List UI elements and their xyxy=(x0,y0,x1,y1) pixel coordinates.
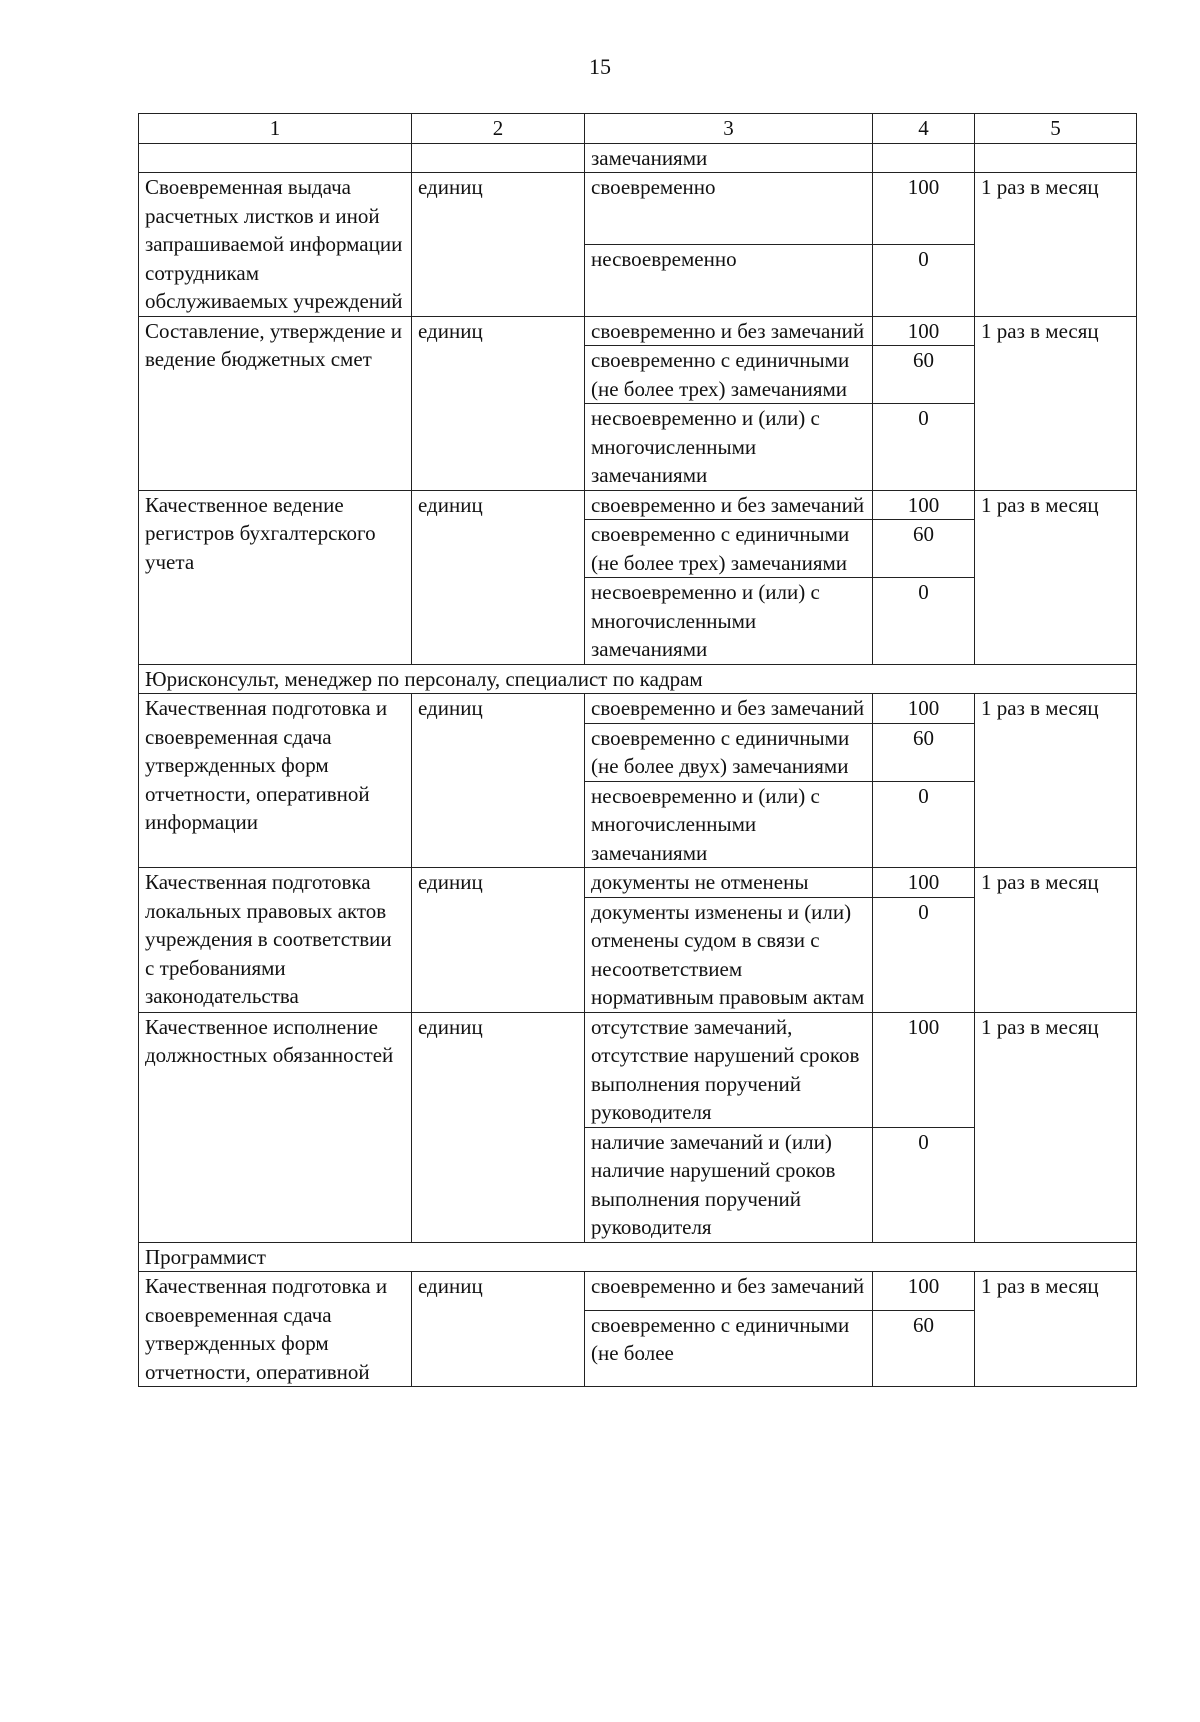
criterion-cell: своевременно с единичными (не более двух) замечаниями xyxy=(585,723,873,781)
criterion-cell: своевременно с единичными (не более трех) замечаниями xyxy=(585,520,873,578)
empty-cell xyxy=(975,143,1137,173)
frequency-cell: 1 раз в месяц xyxy=(975,490,1137,664)
page-number: 15 xyxy=(589,54,611,79)
section-title: Программист xyxy=(139,1242,1137,1272)
frequency-cell: 1 раз в месяц xyxy=(975,173,1137,317)
value-cell: 0 xyxy=(873,781,975,868)
indicator-cell: Составление, утверждение и ведение бюджетных смет xyxy=(139,316,412,490)
indicator-cell: Качественная подготовка локальных правовых актов учреждения в соответствии с требованиями законодательства xyxy=(139,868,412,1013)
table-row xyxy=(139,173,1137,245)
criterion-cell: своевременно и без замечаний xyxy=(585,316,873,346)
criterion-cell: несвоевременно и (или) с многочисленными замечаниями xyxy=(585,404,873,491)
continuation-row xyxy=(139,143,1137,173)
header-row xyxy=(139,114,1137,144)
value-cell: 100 xyxy=(873,868,975,898)
header-cell: 2 xyxy=(412,114,585,144)
criterion-cell: несвоевременно и (или) с многочисленными замечаниями xyxy=(585,578,873,665)
frequency-cell: 1 раз в месяц xyxy=(975,316,1137,490)
criterion-cell: своевременно и без замечаний xyxy=(585,1272,873,1311)
indicator-cell: Качественная подготовка и своевременная сдача утвержденных форм отчетности, оперативной информации xyxy=(139,694,412,868)
indicator-cell: Качественное ведение регистров бухгалтерского учета xyxy=(139,490,412,664)
indicator-cell: Качественная подготовка и своевременная сдача утвержденных форм отчетности, оперативной xyxy=(139,1272,412,1387)
criterion-cell: своевременно и без замечаний xyxy=(585,490,873,520)
criterion-cell: отсутствие замечаний, отсутствие нарушений сроков выполнения поручений руководителя xyxy=(585,1012,873,1127)
value-cell: 100 xyxy=(873,316,975,346)
table-row xyxy=(139,868,1137,898)
value-cell: 60 xyxy=(873,723,975,781)
header-cell: 4 xyxy=(873,114,975,144)
unit-cell: единиц xyxy=(412,173,585,317)
unit-cell: единиц xyxy=(412,868,585,1013)
frequency-cell: 1 раз в месяц xyxy=(975,694,1137,868)
section-row xyxy=(139,1242,1137,1272)
table-row xyxy=(139,490,1137,520)
unit-cell: единиц xyxy=(412,490,585,664)
value-cell: 60 xyxy=(873,346,975,404)
criterion-cell: несвоевременно xyxy=(585,244,873,316)
criterion-cell: своевременно с единичными (не более трех) замечаниями xyxy=(585,346,873,404)
table-row xyxy=(139,1012,1137,1127)
criterion-cell: документы изменены и (или) отменены судом в связи с несоответствием нормативным правовым актам xyxy=(585,897,873,1012)
value-cell: 100 xyxy=(873,1272,975,1311)
value-cell: 0 xyxy=(873,897,975,1012)
value-cell: 60 xyxy=(873,1310,975,1386)
value-cell: 0 xyxy=(873,244,975,316)
value-cell: 0 xyxy=(873,1127,975,1242)
unit-cell: единиц xyxy=(412,694,585,868)
empty-cell xyxy=(412,143,585,173)
table-row xyxy=(139,316,1137,346)
unit-cell: единиц xyxy=(412,1012,585,1242)
section-row xyxy=(139,664,1137,694)
value-cell: 100 xyxy=(873,490,975,520)
header-cell: 1 xyxy=(139,114,412,144)
indicator-cell: Качественное исполнение должностных обязанностей xyxy=(139,1012,412,1242)
value-cell: 100 xyxy=(873,694,975,724)
empty-cell xyxy=(873,143,975,173)
unit-cell: единиц xyxy=(412,1272,585,1387)
value-cell: 100 xyxy=(873,1012,975,1127)
frequency-cell: 1 раз в месяц xyxy=(975,1272,1137,1387)
header-cell: 3 xyxy=(585,114,873,144)
criterion-cell: документы не отменены xyxy=(585,868,873,898)
criterion-cell: своевременно с единичными (не более xyxy=(585,1310,873,1386)
frequency-cell: 1 раз в месяц xyxy=(975,868,1137,1013)
table-body xyxy=(139,114,1137,1387)
empty-cell xyxy=(139,143,412,173)
criterion-cell: несвоевременно и (или) с многочисленными замечаниями xyxy=(585,781,873,868)
header-cell: 5 xyxy=(975,114,1137,144)
continuation-text: замечаниями xyxy=(585,143,873,173)
table-row xyxy=(139,694,1137,724)
indicator-cell: Своевременная выдача расчетных листков и иной запрашиваемой информации сотрудникам обслуживаемых учреждений xyxy=(139,173,412,317)
frequency-cell: 1 раз в месяц xyxy=(975,1012,1137,1242)
value-cell: 100 xyxy=(873,173,975,245)
section-title: Юрисконсульт, менеджер по персоналу, специалист по кадрам xyxy=(139,664,1137,694)
criteria-table xyxy=(138,113,1137,1387)
value-cell: 60 xyxy=(873,520,975,578)
value-cell: 0 xyxy=(873,578,975,665)
criterion-cell: своевременно и без замечаний xyxy=(585,694,873,724)
criterion-cell: своевременно xyxy=(585,173,873,245)
value-cell: 0 xyxy=(873,404,975,491)
table-row xyxy=(139,1272,1137,1311)
criterion-cell: наличие замечаний и (или) наличие нарушений сроков выполнения поручений руководителя xyxy=(585,1127,873,1242)
unit-cell: единиц xyxy=(412,316,585,490)
